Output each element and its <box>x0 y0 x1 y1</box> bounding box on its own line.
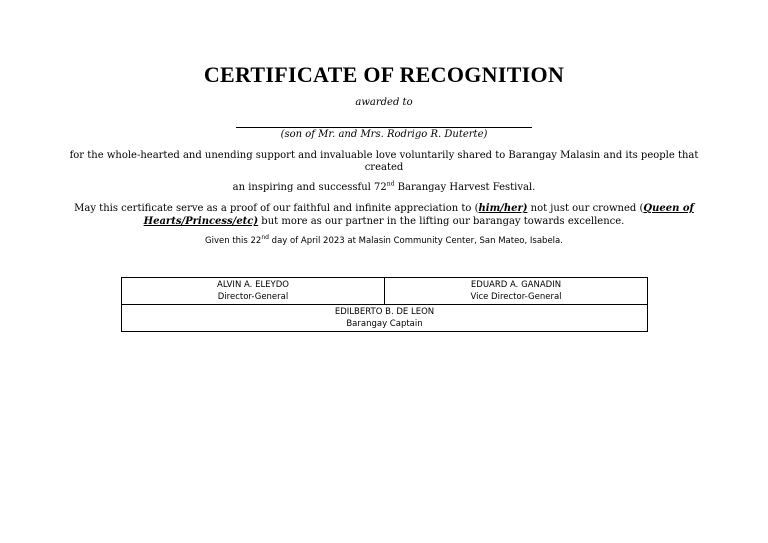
signatories-row-bottom <box>122 305 648 332</box>
pronoun-placeholder: him/her) <box>478 203 528 214</box>
given-date-line <box>0 236 768 246</box>
support-paragraph: for the whole-hearted and unending support and invaluable love voluntarily shared to Barangay Malasin and its people that created <box>69 150 699 173</box>
title-placeholder: Queen of Hearts/Princess/etc) <box>143 203 694 227</box>
festival-paragraph <box>0 182 768 193</box>
given-ordinal-suffix: nd <box>261 234 269 242</box>
signatories-table <box>121 277 648 332</box>
given-text-before: Given this 22 <box>205 236 262 246</box>
signatories-row-top <box>122 278 648 305</box>
festival-text-after: Barangay Harvest Festival. <box>394 182 536 193</box>
awarded-to-text: awarded to <box>355 97 413 108</box>
appreciation-text-1: May this certificate serve as a proof of our faithful and infinite appreciation to ( <box>74 203 479 214</box>
signatory-left-name: ALVIN A. ELEYDO <box>217 280 289 290</box>
signatory-right <box>385 278 648 305</box>
signatory-right-position: Vice Director-General <box>470 292 562 302</box>
signatory-bottom <box>122 305 648 332</box>
signatory-left-position: Director-General <box>217 292 289 302</box>
signatory-right-name: EDUARD A. GANADIN <box>470 280 562 290</box>
parents-line: (son of Mr. and Mrs. Rodrigo R. Duterte) <box>280 129 488 140</box>
signatory-bottom-name: EDILBERTO B. DE LEON <box>334 307 435 317</box>
festival-text-before: an inspiring and successful 72 <box>232 182 387 193</box>
appreciation-paragraph <box>64 202 704 228</box>
recipient-name-line <box>236 116 532 128</box>
appreciation-text-2: not just our crowned ( <box>527 203 644 214</box>
appreciation-text-3: but more as our partner in the lifting our barangay towards excellence. <box>258 216 625 227</box>
certificate-title: CERTIFICATE OF RECOGNITION <box>203 62 565 87</box>
signatory-left <box>122 278 385 305</box>
ordinal-suffix: nd <box>386 180 395 188</box>
given-text-after: day of April 2023 at Malasin Community Center, San Mateo, Isabela. <box>268 236 563 246</box>
signatory-bottom-position: Barangay Captain <box>346 319 423 329</box>
